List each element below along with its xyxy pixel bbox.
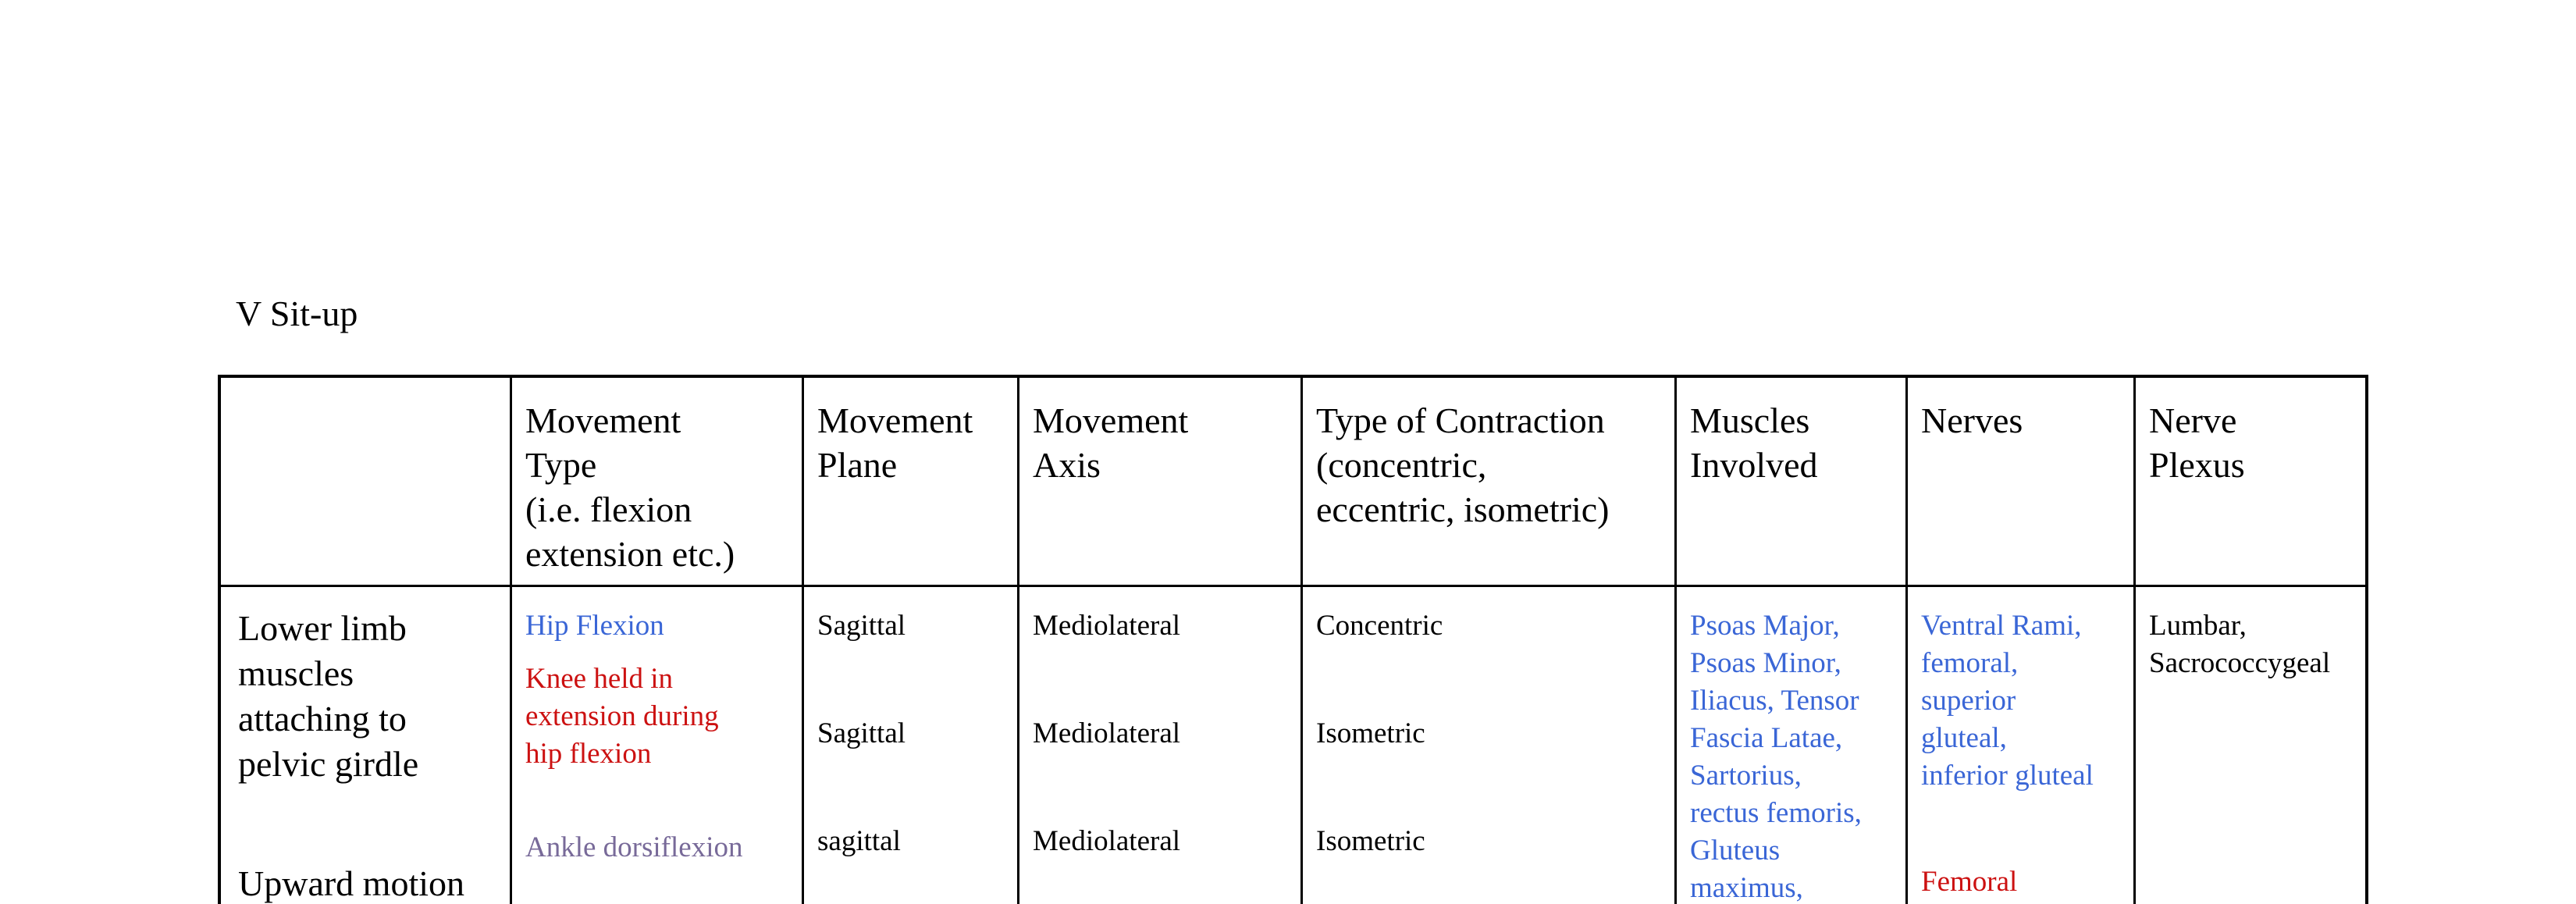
header-nerves: Nerves [1921,400,2023,440]
column-divider [510,378,512,904]
plexus-list: Lumbar, Sacrococcygeal [2149,610,2331,679]
header-divider [221,585,2365,587]
movement-analysis-table [218,375,2368,904]
nerves-knee: Femoral [1921,866,2018,898]
header-movement-type: Movement Type (i.e. flexion extension etc.) [525,400,735,574]
header-muscles-involved: Muscles Involved [1690,400,1818,485]
column-divider [1300,378,1303,904]
axis-hip: Mediolateral [1033,610,1181,642]
nerves-hip: Ventral Rami, femoral, superior gluteal, inferior gluteal [1921,610,2094,792]
plane-ankle: sagittal [817,825,901,857]
header-movement-axis: Movement Axis [1033,400,1189,485]
column-divider [2133,378,2136,904]
movement-hip-flexion: Hip Flexion [525,610,664,642]
contraction-knee: Isometric [1316,717,1425,749]
muscles-list: Psoas Major, Psoas Minor, Iliacus, Tensor Fascia Latae, Sartorius, rectus femoris, Gluteus maximus, [1690,610,1862,904]
header-contraction-type: Type of Contraction (concentric, eccentric, isometric) [1316,400,1610,529]
column-divider [802,378,804,904]
header-cell-empty [221,378,510,585]
row-label-upward-motion: Upward motion [238,863,465,903]
header-nerve-plexus: Nerve Plexus [2149,400,2245,485]
axis-ankle: Mediolateral [1033,825,1181,857]
contraction-hip: Concentric [1316,610,1443,642]
movement-ankle-dorsiflexion: Ankle dorsiflexion [525,831,743,863]
plane-hip: Sagittal [817,610,906,642]
column-divider [1905,378,1908,904]
row-label-lower-limb: Lower limb muscles attaching to pelvic girdle [238,608,419,784]
document-title: V Sit-up [236,294,358,333]
header-movement-plane: Movement Plane [817,400,973,485]
column-divider [1017,378,1019,904]
column-divider [1674,378,1677,904]
plane-knee: Sagittal [817,717,906,749]
axis-knee: Mediolateral [1033,717,1181,749]
movement-knee-extension: Knee held in extension during hip flexion [525,663,719,770]
contraction-ankle: Isometric [1316,825,1425,857]
